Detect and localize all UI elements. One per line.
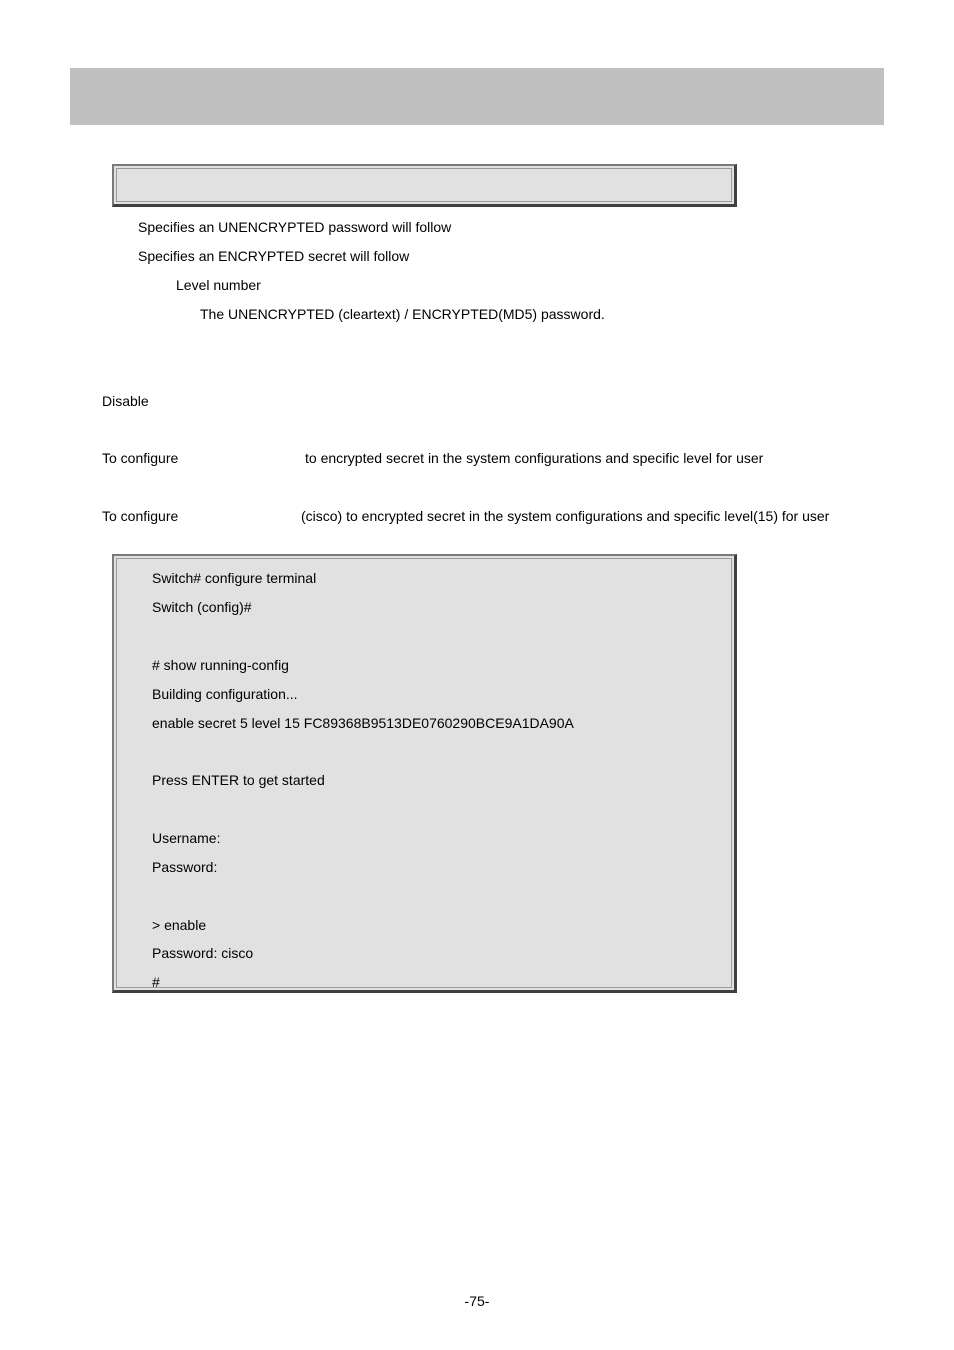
code-line: # (152, 974, 160, 990)
usage-1-prefix: To configure (102, 450, 179, 466)
example-code-box (112, 554, 737, 993)
usage-2-text: (cisco) to encrypted secret in the system configurations and specific level(15) for user (301, 508, 830, 524)
code-line: Building configuration... (152, 686, 298, 702)
code-line: > enable (152, 917, 207, 933)
code-line: Username: (152, 830, 221, 846)
code-line: enable secret 5 level 15 FC89368B9513DE0760290BCE9A1DA90A (152, 715, 574, 731)
code-line: Switch# configure terminal (152, 570, 317, 586)
code-line: Press ENTER to get started (152, 772, 325, 788)
param-desc-encrypted: Specifies an ENCRYPTED secret will follow (138, 248, 410, 264)
command-syntax-box (112, 164, 737, 207)
usage-1-text: to encrypted secret in the system configurations and specific level for user (305, 450, 764, 466)
section-header-bar (70, 68, 884, 125)
code-line: Switch (config)# (152, 599, 252, 615)
param-desc-password: The UNENCRYPTED (cleartext) / ENCRYPTED(MD5) password. (200, 306, 605, 322)
code-line: Password: (152, 859, 218, 875)
page-number: -75- (464, 1293, 490, 1309)
param-desc-unencrypted: Specifies an UNENCRYPTED password will follow (138, 219, 452, 235)
default-value: Disable (102, 393, 149, 409)
usage-2-prefix: To configure (102, 508, 179, 524)
code-line: # show running-config (152, 657, 289, 673)
param-desc-level: Level number (176, 277, 261, 293)
code-line: Password: cisco (152, 945, 254, 961)
